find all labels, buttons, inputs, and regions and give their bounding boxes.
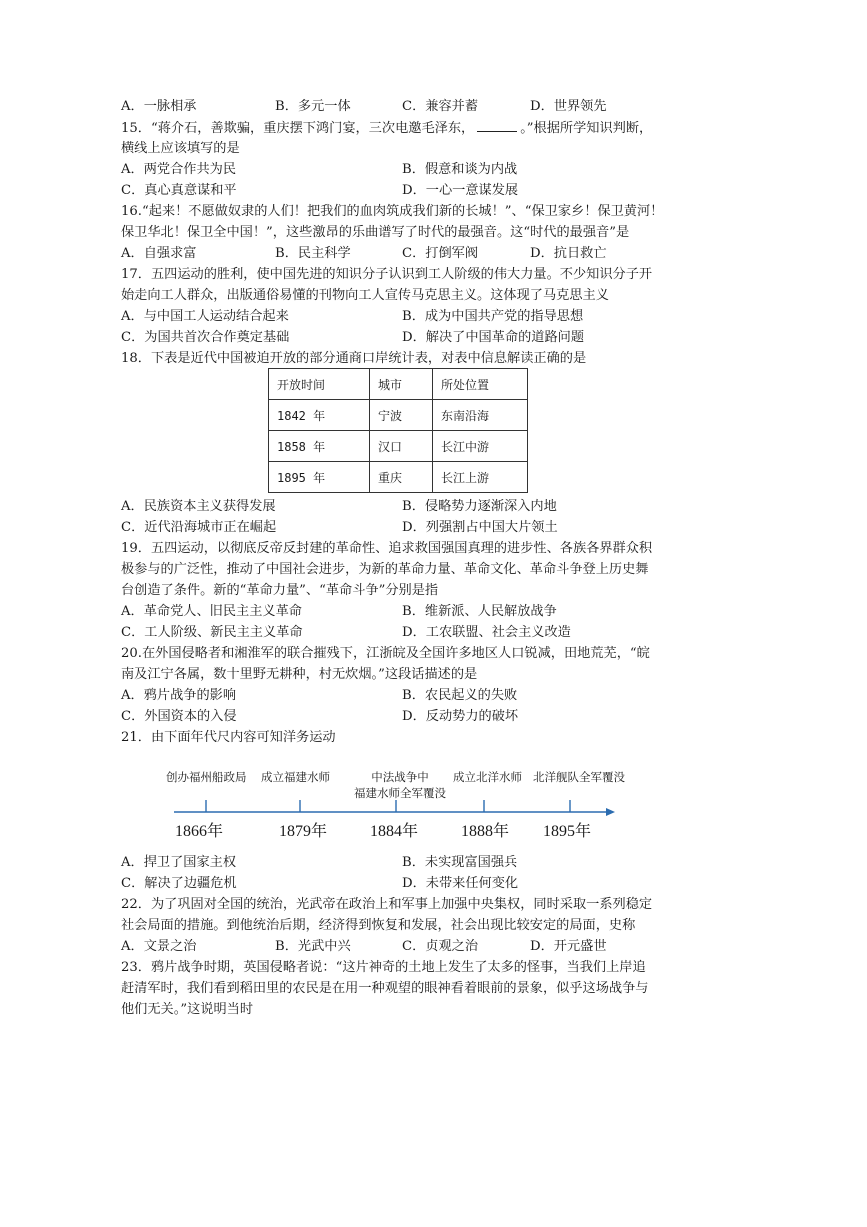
q18-option-d[interactable]: D．列强割占中国大片领土 <box>402 520 558 535</box>
q19-option-c[interactable]: C．工人阶级、新民主主义革命 <box>121 625 303 640</box>
q21-option-a[interactable]: A．捍卫了国家主权 <box>121 855 237 870</box>
q14-option-d[interactable]: D．世界领先 <box>530 99 607 114</box>
table-row <box>269 400 528 431</box>
q22-stem-line1: 22．为了巩固对全国的统治，光武帝在政治上和军事上加强中央集权，同时采取一系列稳定 <box>121 897 653 912</box>
q21-option-b[interactable]: B．未实现富国强兵 <box>402 855 518 870</box>
timeline-year: 1888年 <box>461 823 510 840</box>
table-header-cell: 开放时间 <box>269 369 370 400</box>
q19-option-b[interactable]: B．维新派、人民解放战争 <box>402 604 557 619</box>
q15-stem-post: 。”根据所学知识判断， <box>520 121 653 136</box>
q22-option-d[interactable]: D．开元盛世 <box>530 939 607 954</box>
table-row <box>269 431 528 462</box>
q15-stem-pre: 15．“蒋介石，善欺骗，重庆摆下鸿门宴，三次电邀毛泽东， <box>121 121 475 136</box>
table-cell: 宁波 <box>370 400 433 431</box>
ports-table <box>268 368 528 493</box>
timeline-year: 1884年 <box>370 823 419 840</box>
q19-option-d[interactable]: D．工农联盟、社会主义改造 <box>402 625 571 640</box>
q15-option-d[interactable]: D．一心一意谋发展 <box>402 183 519 198</box>
q21-option-d[interactable]: D．未带来任何变化 <box>402 876 519 891</box>
q18-option-c[interactable]: C．近代沿海城市正在崛起 <box>121 520 277 535</box>
q19-stem-line2: 极参与的广泛性，推动了中国社会进步，为新的革命力量、革命文化、革命斗争登上历史舞 <box>121 562 649 577</box>
q23-stem-line1: 23．鸦片战争时期，英国侵略者说：“这片神奇的土地上发生了太多的怪事，当我们上岸追 <box>121 960 646 975</box>
q20-option-a[interactable]: A．鸦片战争的影响 <box>121 688 237 703</box>
q20-stem-line1: 20.在外国侵略者和湘淮军的联合摧残下，江浙皖及全国许多地区人口锐减，田地荒芜，“皖 <box>121 646 650 661</box>
q22-stem-line2: 社会局面的措施。到他统治后期，经济得到恢复和发展，社会出现比较安定的局面，史称 <box>121 918 636 933</box>
q16-stem-line1: 16.“起来！不愿做奴隶的人们！把我们的血肉筑成我们新的长城！”、“保卫家乡！保卫黄河！ <box>121 204 664 219</box>
q18-stem-line1: 18．下表是近代中国被迫开放的部分通商口岸统计表，对表中信息解读正确的是 <box>121 351 587 366</box>
q17-option-d[interactable]: D．解决了中国革命的道路问题 <box>402 330 585 345</box>
q16-option-a[interactable]: A．自强求富 <box>121 246 197 261</box>
q20-option-c[interactable]: C．外国资本的入侵 <box>121 709 237 724</box>
q16-option-c[interactable]: C．打倒军阀 <box>402 246 479 261</box>
q22-option-c[interactable]: C．贞观之治 <box>402 939 479 954</box>
q15-option-b[interactable]: B．假意和谈为内战 <box>402 162 518 177</box>
table-cell: 东南沿海 <box>433 400 528 431</box>
timeline-year: 1879年 <box>279 823 328 840</box>
table-cell: 重庆 <box>370 462 433 493</box>
timeline-event: 成立北洋水师 <box>453 770 522 784</box>
q14-option-b[interactable]: B．多元一体 <box>275 99 351 114</box>
timeline-year: 1866年 <box>175 823 224 840</box>
q21-stem-line1: 21．由下面年代尺内容可知洋务运动 <box>121 730 336 745</box>
q22-option-a[interactable]: A．文景之治 <box>121 939 197 954</box>
q20-option-d[interactable]: D．反动势力的破坏 <box>402 709 519 724</box>
q17-stem-line1: 17．五四运动的胜利，使中国先进的知识分子认识到工人阶级的伟大力量。不少知识分子开 <box>121 267 653 282</box>
table-cell: 1858 年 <box>269 431 370 462</box>
table-cell: 1895 年 <box>269 462 370 493</box>
answer-blank <box>477 119 517 132</box>
q19-stem-line3: 台创造了条件。新的“革命力量”、“革命斗争”分别是指 <box>121 583 439 598</box>
q19-stem-line1: 19．五四运动，以彻底反帝反封建的革命性、追求救国强国真理的进步性、各族各界群众积 <box>121 541 653 556</box>
timeline-event: 创办福州船政局 <box>166 770 247 784</box>
q15-option-a[interactable]: A．两党合作共为民 <box>121 162 237 177</box>
table-cell: 1842 年 <box>269 400 370 431</box>
q14-option-a[interactable]: A．一脉相承 <box>121 99 197 114</box>
q18-option-a[interactable]: A．民族资本主义获得发展 <box>121 499 276 514</box>
q16-stem-line2: 保卫华北！保卫全中国！”，这些激昂的乐曲谱写了时代的最强音。这“时代的最强音”是 <box>121 225 630 240</box>
q19-option-a[interactable]: A．革命党人、旧民主主义革命 <box>121 604 302 619</box>
table-header-row <box>269 369 528 400</box>
q16-option-b[interactable]: B．民主科学 <box>275 246 351 261</box>
q21-option-c[interactable]: C．解决了边疆危机 <box>121 876 237 891</box>
q23-stem-line3: 他们无关。”这说明当时 <box>121 1002 254 1017</box>
timeline-arrow-icon <box>606 808 615 816</box>
q14-option-c[interactable]: C．兼容并蓄 <box>402 99 479 114</box>
table-cell: 长江上游 <box>433 462 528 493</box>
table-cell: 长江中游 <box>433 431 528 462</box>
q15-stem-line1 <box>121 119 652 138</box>
q20-stem-line2: 南及江宁各属，数十里野无耕种，村无炊烟。”这段话描述的是 <box>121 667 478 682</box>
q15-stem-line2: 横线上应该填写的是 <box>121 141 240 156</box>
timeline-year: 1895年 <box>543 823 592 840</box>
q17-option-a[interactable]: A．与中国工人运动结合起来 <box>121 309 289 324</box>
q23-stem-line2: 赶清军时，我们看到稻田里的农民是在用一种观望的眼神看着眼前的景象，似乎这场战争与 <box>121 981 649 996</box>
q16-option-d[interactable]: D．抗日救亡 <box>530 246 607 261</box>
table-row <box>269 462 528 493</box>
table-cell: 汉口 <box>370 431 433 462</box>
timeline-axis <box>170 795 620 817</box>
q18-option-b[interactable]: B．侵略势力逐渐深入内地 <box>402 499 557 514</box>
timeline-event-line: 福建水师全军覆没 <box>354 786 446 800</box>
timeline-event: 成立福建水师 <box>261 770 330 784</box>
timeline-event: 北洋舰队全军覆没 <box>533 770 625 784</box>
q17-stem-line2: 始走向工人群众，出版通俗易懂的刊物向工人宣传马克思主义。这体现了马克思主义 <box>121 288 609 303</box>
table-header-cell: 城市 <box>370 369 433 400</box>
q22-option-b[interactable]: B．光武中兴 <box>275 939 351 954</box>
q17-option-b[interactable]: B．成为中国共产党的指导思想 <box>402 309 584 324</box>
q17-option-c[interactable]: C．为国共首次合作奠定基础 <box>121 330 290 345</box>
table-header-cell: 所处位置 <box>433 369 528 400</box>
timeline-event-line: 中法战争中 <box>371 770 429 784</box>
q15-option-c[interactable]: C．真心真意谋和平 <box>121 183 237 198</box>
q20-option-b[interactable]: B．农民起义的失败 <box>402 688 518 703</box>
